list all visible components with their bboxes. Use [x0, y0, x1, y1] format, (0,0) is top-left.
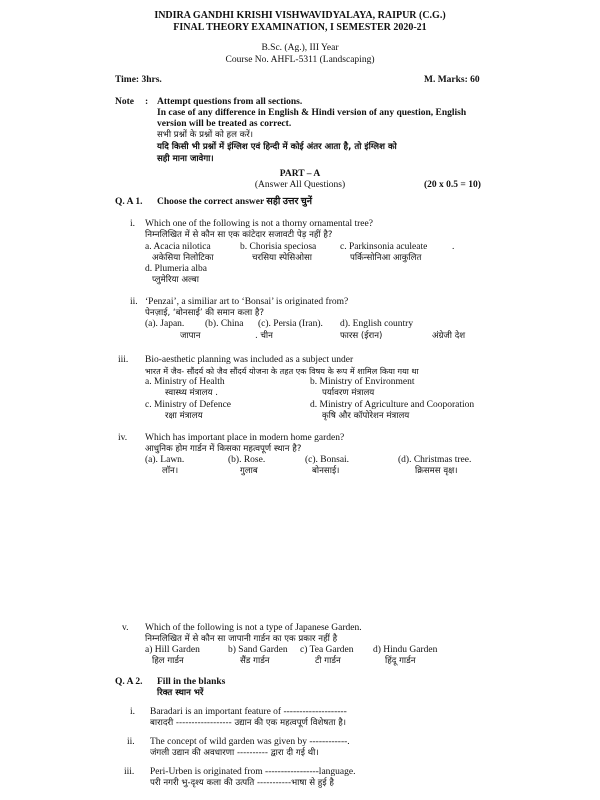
q2-number: ii. [130, 297, 138, 307]
q4-option-b: (b). Rose. [228, 455, 266, 465]
part-title: PART – A [279, 169, 321, 179]
program: B.Sc. (Ag.), III Year [261, 43, 339, 53]
qa2-number: Q. A 2. [115, 677, 143, 687]
q2-option-b-hindi: . चीन [255, 331, 273, 341]
time: Time: 3hrs. [115, 75, 162, 85]
q4-option-b-hindi: गुलाब [240, 466, 258, 476]
q1-hindi: निम्नलिखित में से कौन सा एक कांटेदार सजावटी पेड़ नहीं है? [145, 230, 333, 240]
q1-option-d-hindi: प्लुमेरिया अल्बा [152, 275, 200, 285]
q1-number: i. [130, 219, 136, 229]
q5-option-a-hindi: हिल गार्डन [152, 656, 184, 666]
q4-option-c-hindi: बोनसाई। [312, 466, 340, 476]
qa2-q1-number: i. [130, 707, 136, 717]
q5-option-a: a) Hill Garden [145, 645, 200, 655]
qa2-q1-text: Baradari is an important feature of -------------------- [150, 707, 347, 717]
q3-option-a-hindi: स्वास्थ्य मंत्रालय . [165, 388, 218, 398]
q3-option-b: b. Ministry of Environment [310, 377, 415, 387]
q2-hindi: पेनज़ाई, ‘बोनसाई’ की समान कला है? [145, 308, 265, 318]
qa1-title: Choose the correct answer सही उत्तर चुनें [157, 197, 313, 207]
q5-option-d: d) Hindu Garden [373, 645, 438, 655]
q1-option-c: c. Parkinsonia aculeate [340, 242, 428, 252]
q3-option-a: a. Ministry of Health [145, 377, 225, 387]
q4-text: Which has important place in modern home garden? [145, 433, 345, 443]
q3-option-d-hindi: कृषि और कॉपोरेशन मंत्रालय [322, 411, 410, 421]
note-hindi-2: यदि किसी भी प्रश्नों में इंग्लिश एवं हिन्दी में कोई अंतर आता है, तो इंग्लिश को [157, 142, 397, 152]
note-line-3: version will be treated as correct. [157, 119, 292, 129]
q2-text: ‘Penzai’, a similiar art to ‘Bonsai’ is originated from? [145, 297, 349, 307]
note-colon: : [145, 97, 149, 107]
q1-option-b-hindi: चरसिया स्पेसिओसा [252, 253, 313, 263]
q1-option-a: a. Acacia nilotica [145, 242, 211, 252]
qa2-q2-hindi: जंगली उद्यान की अवधारणा ---------- द्वारा दी गई थी। [150, 748, 319, 758]
qa2-q2-text: The concept of wild garden was given by ------------. [150, 737, 350, 747]
part-marks: (20 x 0.5 = 10) [424, 180, 481, 190]
q1-text: Which one of the following is not a thorny ornamental tree? [145, 219, 373, 229]
max-marks: M. Marks: 60 [424, 75, 480, 85]
qa2-q3-text: Peri-Urben is originated from -----------------language. [150, 767, 356, 777]
q5-text: Which of the following is not a type of Japanese Garden. [145, 623, 362, 633]
q5-option-c-hindi: टी गार्डन [315, 656, 341, 666]
note-label: Note [115, 97, 134, 107]
note-line-2: In case of any difference in English & Hindi version of any question, English [157, 108, 467, 118]
note-line-1: Attempt questions from all sections. [157, 97, 303, 107]
q1-option-d: d. Plumeria alba [145, 264, 207, 274]
q4-option-a-hindi: लॉन। [162, 466, 179, 476]
q5-option-d-hindi: हिंदू गार्डन [385, 656, 416, 666]
q5-option-c: c) Tea Garden [300, 645, 354, 655]
q2-option-a: (a). Japan. [145, 319, 185, 329]
note-hindi-3: सही माना जावेगा। [157, 154, 214, 164]
q1-option-b: b. Chorisia speciosa [240, 242, 317, 252]
university-name: INDIRA GANDHI KRISHI VISHWAVIDYALAYA, RAIPUR (C.G.) [154, 10, 446, 21]
q1-dot: . [452, 242, 455, 252]
q4-hindi: आधुनिक होम गार्डन में किसका महत्वपूर्ण स्थान है? [145, 444, 302, 454]
q3-hindi: भारत में जैव- सौंदर्य को जैव सौंदर्य योजना के तहत एक विषय के रूप में शामिल किया गया था [145, 366, 419, 376]
q3-option-c: c. Ministry of Defence [145, 400, 231, 410]
qa2-q3-number: iii. [124, 767, 135, 777]
qa2-q1-hindi: बारादरी ------------------ उद्यान की एक महत्वपूर्ण विशेषता है। [150, 718, 347, 728]
q1-option-c-hindi: पर्किन्सोनिआ आकुलित [350, 253, 422, 263]
q3-text: Bio-aesthetic planning was included as a subject under [145, 355, 354, 365]
q2-option-d: d). English country [340, 319, 414, 329]
q5-hindi: निम्नलिखित में से कौन सा जापानी गार्डन का एक प्रकार नहीं है [145, 634, 338, 644]
q3-option-c-hindi: रक्षा मंत्रालय [165, 411, 203, 421]
q2-option-c: (c). Persia (Iran). [258, 319, 323, 329]
q2-option-d-hindi: अंग्रेजी देश [432, 331, 466, 341]
q3-option-b-hindi: पर्यावरण मंत्रालय [322, 388, 375, 398]
note-hindi-1: सभी प्रश्नों के प्रश्नों को हल करें। [157, 130, 254, 140]
q3-number: iii. [118, 355, 129, 365]
q5-number: v. [122, 623, 129, 633]
q4-option-d: (d). Christmas tree. [398, 455, 472, 465]
qa2-title-hindi: रिक्त स्थान भरें [157, 688, 204, 698]
q4-option-a: (a). Lawn. [145, 455, 185, 465]
q4-option-c: (c). Bonsai. [305, 455, 350, 465]
q5-option-b-hindi: सैंड गार्डन [240, 656, 270, 666]
q4-number: iv. [118, 433, 128, 443]
qa2-q3-hindi: परी नगरी भु-दृश्य कला की उत्पति -----------भाषा से हुई है [150, 778, 334, 788]
q2-option-b: (b). China [205, 319, 244, 329]
q2-option-c-hindi: फारस (ईरान) [340, 331, 383, 341]
qa2-q2-number: ii. [127, 737, 135, 747]
qa2-title: Fill in the blanks [157, 677, 226, 687]
exam-title: FINAL THEORY EXAMINATION, I SEMESTER 2020-21 [173, 22, 427, 33]
q4-option-d-hindi: क्रिसमस वृक्ष। [415, 466, 458, 476]
q1-option-a-hindi: अकेसिया निलोटिका [152, 253, 214, 263]
course: Course No. AHFL-5311 (Landscaping) [225, 55, 375, 65]
qa1-number: Q. A 1. [115, 197, 143, 207]
q5-option-b: b) Sand Garden [228, 645, 288, 655]
q3-option-d: d. Ministry of Agriculture and Cooporation [310, 400, 475, 410]
q2-option-a-hindi: जापान [180, 331, 201, 341]
part-subtitle: (Answer All Questions) [254, 180, 346, 190]
